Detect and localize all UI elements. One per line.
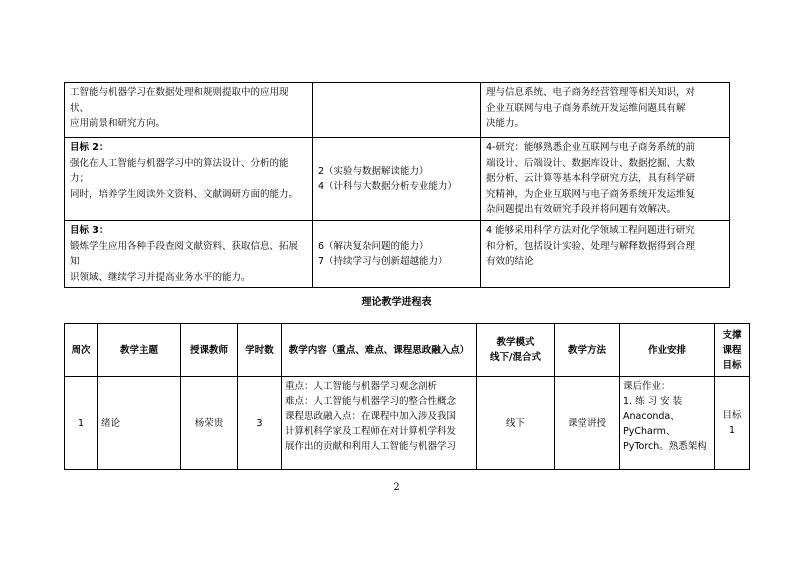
goal-cell bbox=[65, 138, 313, 221]
content-text-line: 课程思政融入点：在课程中加入涉及我国 bbox=[285, 411, 457, 422]
goal-text-line: 识领域、继续学习并提高业务水平的能力。 bbox=[70, 271, 251, 283]
method-cell: 课堂讲授 bbox=[555, 377, 620, 470]
goal-text-line: 应用前景和研究方向。 bbox=[70, 118, 166, 129]
header-support-line: 课程 bbox=[722, 344, 742, 356]
ability-text-line: 2（实验与数据解读能力） bbox=[318, 165, 429, 177]
requirement-text-line: 理与信息系统、电子商务经营管理等相关知识，对 bbox=[486, 87, 696, 98]
requirement-text-line: 和分析，包括设计实验、处理与解释数据得到合理 bbox=[486, 240, 696, 252]
goal-cell bbox=[65, 221, 313, 288]
topic-cell: 绪论 bbox=[98, 377, 181, 470]
ability-cell bbox=[313, 83, 481, 138]
header-teacher: 授课教师 bbox=[181, 324, 238, 377]
requirement-text-line: 杂问题提出有效研究手段并将问题有效解决。 bbox=[486, 204, 677, 215]
schedule-table bbox=[64, 323, 750, 470]
header-week: 周次 bbox=[65, 324, 98, 377]
mode-cell: 线下 bbox=[477, 377, 555, 470]
teacher-cell: 杨荣贵 bbox=[181, 377, 238, 470]
ability-cell bbox=[313, 221, 481, 288]
assignment-text-line: 课后作业： bbox=[623, 381, 671, 392]
content-cell bbox=[282, 377, 477, 470]
header-support-line: 目标 bbox=[722, 359, 742, 371]
requirement-text-line: 有效的结论 bbox=[486, 256, 534, 267]
header-method: 教学方法 bbox=[555, 324, 620, 377]
requirement-text-line: 究精神，为企业互联网与电子商务系统开发运维复 bbox=[486, 188, 696, 200]
header-content: 教学内容（重点、难点、课程思政融入点） bbox=[282, 324, 477, 377]
assignment-text-line: Anaconda、 bbox=[623, 411, 680, 422]
requirement-text-line: 端设计、后端设计、数据库设计、数据挖掘、大数 bbox=[486, 157, 696, 169]
header-mode bbox=[477, 324, 555, 377]
ability-text-line: 4（计科与大数据分析专业能力） bbox=[318, 181, 458, 192]
table-row bbox=[65, 377, 750, 470]
goal-text-line: 工智能与机器学习在数据处理和规则提取中的应用现状、 bbox=[70, 87, 289, 114]
requirement-cell bbox=[481, 221, 730, 288]
schedule-title: 理论教学进程表 bbox=[361, 297, 432, 308]
support-cell: 目标 1 bbox=[715, 377, 750, 470]
table-row bbox=[65, 138, 730, 221]
ability-text-line: 7（持续学习与创新超越能力） bbox=[318, 256, 448, 267]
goal-label: 目标 2： bbox=[70, 142, 109, 153]
goal-text-line: 锻炼学生应用各种手段查阅文献资料、获取信息、拓展知 bbox=[70, 240, 299, 267]
header-row bbox=[65, 324, 750, 377]
page-number: 2 bbox=[393, 482, 400, 493]
goal-label: 目标 3： bbox=[70, 225, 109, 236]
requirement-text-line: 据分析、云计算等基本科学研究方法，具有科学研 bbox=[486, 173, 696, 184]
content-text-line: 展作出的贡献和利用人工智能与机器学习 bbox=[285, 441, 457, 452]
header-mode-line: 教学模式 bbox=[496, 337, 535, 348]
week-cell: 1 bbox=[65, 377, 98, 470]
header-support-line: 支撑 bbox=[722, 329, 742, 341]
header-topic: 教学主题 bbox=[98, 324, 181, 377]
header-hours: 学时数 bbox=[238, 324, 282, 377]
header-support bbox=[715, 324, 750, 377]
requirement-text-line: 4 能够采用科学方法对化学领域工程问题进行研究 bbox=[486, 225, 695, 236]
header-mode-line: 线下/混合式 bbox=[490, 352, 541, 363]
goal-cell bbox=[65, 83, 313, 138]
requirement-cell bbox=[481, 83, 730, 138]
goal-text-line: 强化在人工智能与机器学习中的算法设计、分析的能力； bbox=[70, 157, 289, 184]
ability-text-line: 6（解决复杂问题的能力） bbox=[318, 240, 429, 252]
assignment-text-line: PyCharm、 bbox=[623, 426, 676, 437]
requirement-text-line: 决能力。 bbox=[486, 118, 525, 129]
table-row bbox=[65, 221, 730, 288]
requirement-text-line: 企业互联网与电子商务系统开发运维问题具有解 bbox=[486, 102, 686, 114]
requirement-cell bbox=[481, 138, 730, 221]
objectives-table bbox=[64, 82, 730, 288]
assignment-cell bbox=[620, 377, 715, 470]
hours-cell: 3 bbox=[238, 377, 282, 470]
header-assignment: 作业安排 bbox=[620, 324, 715, 377]
assignment-text-line: 1. 练 习 安 装 bbox=[623, 396, 683, 407]
content-text-line: 重点：人工智能与机器学习观念剖析 bbox=[285, 381, 438, 392]
table-row bbox=[65, 83, 730, 138]
ability-cell bbox=[313, 138, 481, 221]
assignment-text-line: PyTorch。熟悉架构 bbox=[623, 441, 707, 452]
content-text-line: 计算机科学家及工程师在对计算机学科发 bbox=[285, 426, 457, 437]
content-text-line: 难点：人工智能与机器学习的整合性概念 bbox=[285, 396, 457, 407]
goal-text-line: 同时，培养学生阅读外文资料、文献调研方面的能力。 bbox=[70, 188, 299, 200]
requirement-text-line: 4-研究：能够熟悉企业互联网与电子商务系统的前 bbox=[486, 142, 695, 153]
